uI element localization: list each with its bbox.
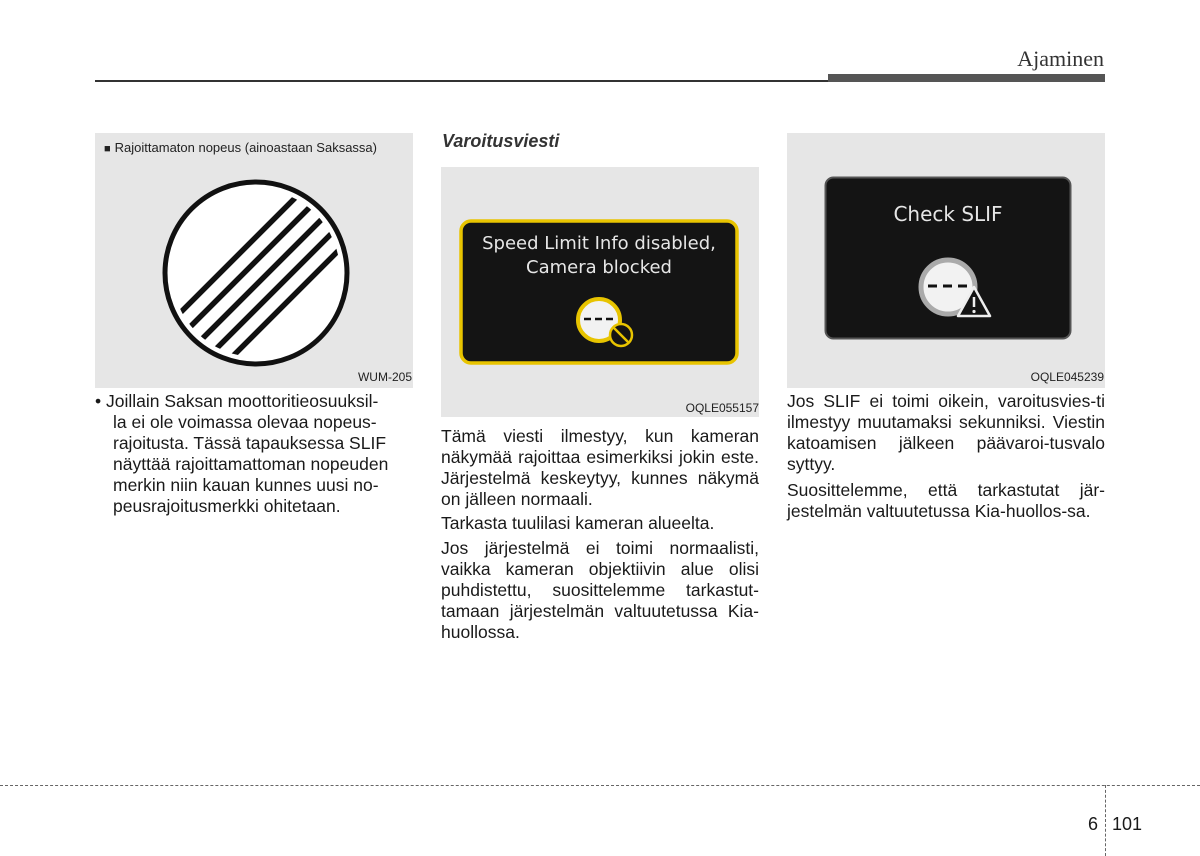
paragraph: Tämä viesti ilmestyy, kun kameran näkymää rajoittaa esimerkiksi jokin este. Järjestelmä keskeytyy, kunnes näkymä on jälleen normaali. [441,426,759,509]
caption-square-icon: ■ [104,143,111,155]
page-number-divider [1105,785,1106,856]
figure-code: OQLE055157 [685,401,759,415]
screen-line-1: Check SLIF [893,202,1003,226]
screen-line-2: Camera blocked [526,257,672,278]
bullet-line: • Joillain Saksan moottoritieosuuksil- [95,391,379,411]
subheading: Varoitusviesti [442,131,560,151]
figure-code: OQLE045239 [1030,370,1104,384]
cluster-screen-camera-blocked [459,219,739,365]
paragraph: Jos järjestelmä ei toimi normaalisti, vaikka kameran objektiivin alue olisi puhdistettu, suosittelemme tarkastut-tamaan järjestelmän valtuutetussa Kia-huollossa. [441,538,759,642]
bullet-line: näyttää rajoittamattoman nopeuden [113,454,389,474]
header-rule-accent [828,74,1105,82]
paragraph: Suosittelemme, että tarkastutat jär-jestelmän valtuutetussa Kia-huollos-sa. [787,480,1105,521]
bullet-paragraph [95,391,415,517]
screen-line-1: Speed Limit Info disabled, [482,233,716,254]
figure-caption: ■ Rajoittamaton nopeus (ainoastaan Saksassa) [104,140,377,155]
bullet-line: la ei ole voimassa olevaa nopeus- [113,412,377,432]
section-title: Ajaminen [1017,46,1104,71]
bullet-line: rajoitusta. Tässä tapauksessa SLIF [113,433,387,453]
paragraph: Jos SLIF ei toimi oikein, varoitusvies-ti ilmestyy muutamaksi sekunniksi. Viestin katoamisen jälkeen päävaroi-tusvalo syttyy. [787,391,1105,474]
bullet-line: peusrajoitusmerkki ohitetaan. [113,496,341,516]
paragraph: Tarkasta tuulilasi kameran alueelta. [441,513,715,533]
footer-rule [0,785,1200,786]
header-rule [95,80,828,82]
figure-code: WUM-205 [357,370,412,384]
end-of-speed-limit-sign-icon [161,178,351,368]
chapter-number: 6 [1087,814,1098,834]
cluster-screen-check-slif [824,176,1072,340]
bullet-line: merkin niin kauan kunnes uusi no- [113,475,379,495]
page-number: 101 [1112,814,1143,834]
